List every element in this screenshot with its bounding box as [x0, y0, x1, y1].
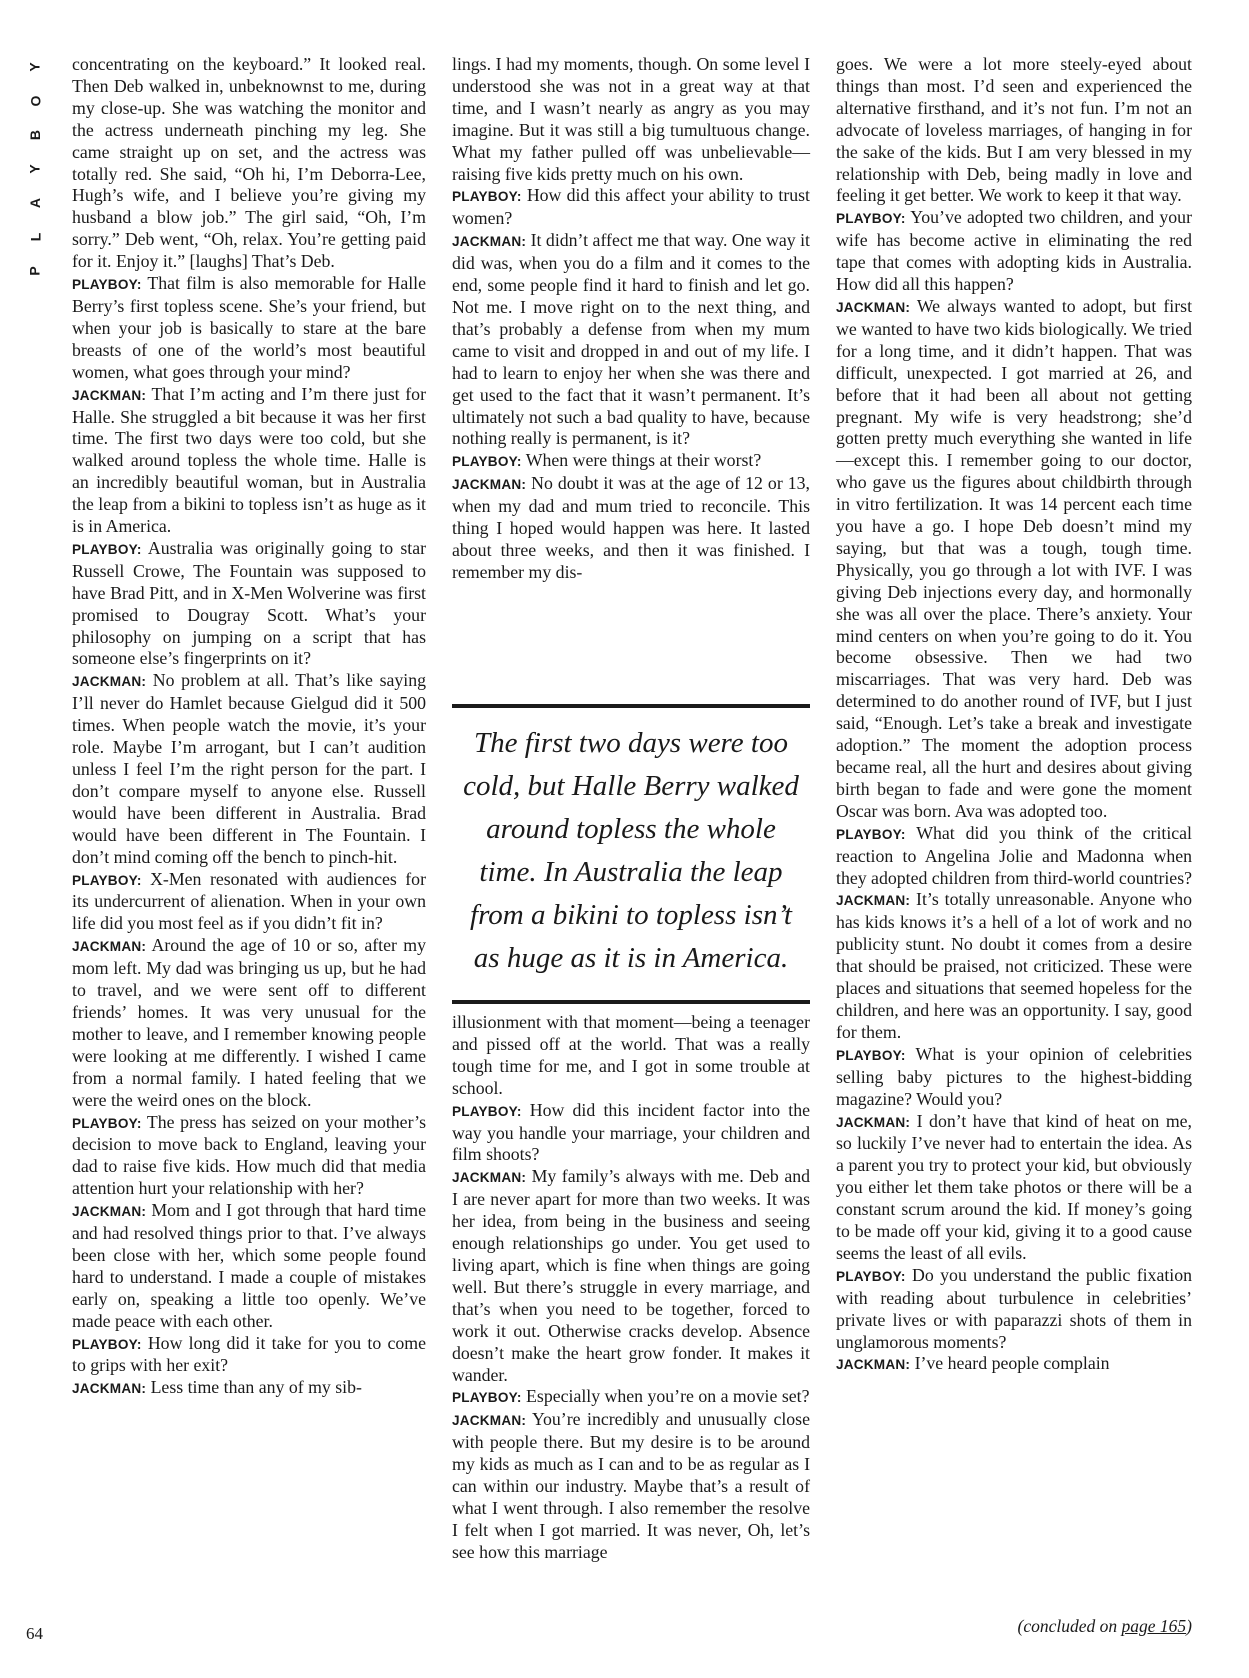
paragraph-text: X-Men resonated with audiences for its undercurrent of alienation. When in your own life did you most feel as if you didn’t fit in? [72, 868, 426, 934]
interview-paragraph [452, 230, 810, 450]
interview-paragraph [72, 670, 426, 868]
paragraph-text: What did you think of the critical reaction to Angelina Jolie and Madonna when they adopted children from third-world countries? [836, 822, 1193, 888]
pull-quote-text: The first two days were too cold, but Halle Berry walked around topless the whole time. In Australia the leap from a bikini to topless isn’t as huge as it is in America. [463, 727, 799, 974]
speaker-label-interviewer: PLAYBOY: [836, 1047, 906, 1063]
article-column-3 [836, 54, 1192, 1376]
interview-paragraph [836, 823, 1192, 890]
page-number: 64 [26, 1624, 43, 1643]
paragraph-text: What is your opinion of celebrities selling baby pictures to the highest-bidding magazine? Would you? [836, 1043, 1192, 1109]
paragraph-text: lings. I had my moments, though. On some level I understood she was not in a great way at that time, and I wasn’t nearly as angry as you may imagine. But it was still a big tumultuous change. What my father pulled off was unbelievable—raising five kids pretty much on his own. [452, 54, 810, 184]
interview-paragraph [836, 1111, 1192, 1265]
speaker-label-interviewer: PLAYBOY: [452, 454, 522, 470]
paragraph-text: Mom and I got through that hard time and had resolved things prior to that. I’ve always been close with her, which some people found hard to understand. I made a couple of mistakes early on, speaking a little too openly. We’ve made peace with each other. [72, 1200, 426, 1331]
sidebar-letter: P [27, 266, 43, 276]
speaker-label-subject: JACKMAN: [72, 1381, 147, 1397]
interview-paragraph [72, 1112, 426, 1201]
interview-paragraph [72, 1200, 426, 1332]
speaker-label-subject: JACKMAN: [836, 893, 911, 909]
paragraph-text: We always wanted to adopt, but first we wanted to have two kids biologically. We tried for a long time, and it didn’t happen. That was difficult, unexpected. I got married at 26, and before that it had been all about not getting pregnant. My wife is very headstrong; she’d gotten pretty much everything she wanted in life—except this. I remember going to our doctor, who gave us the figures about childbirth through in vitro fertilization. It was 14 percent each time you have a go. I hope Deb doesn’t mind my saying, but that was a tough, tough time. Physically, you go through a lot with IVF. I was giving Deb injections every day, and hormonally she was all over the place. There’s anxiety. Your mind centers on when you’re going to do it. You become obsessive. Then we had two miscarriages. That was very hard. Deb was determined to do another round of IVF, but I just said, “Enough. Let’s take a break and investigate adoption.” The moment the adoption process became real, all the hurt and desires about giving birth began to fade and were gone the moment Oscar was born. Ava was adopted too. [836, 295, 1193, 821]
magazine-sidebar-label [26, 50, 44, 288]
article-column-2-top [452, 54, 810, 584]
paragraph-text: goes. We were a lot more steely-eyed about things than most. I’d seen and experienced the alternative firsthand, and it’s not fun. I’m not an advocate of loveless marriages, of hanging in for the sake of the kids. But I am very blessed in my relationship with Deb, being madly in love and feeling it get better. We work to keep it that way. [836, 54, 1192, 206]
paragraph-text: concentrating on the keyboard.” It looked real. Then Deb walked in, unbeknownst to me, during my close-up. She was watching the monitor and the actress underneath pinching my leg. She came straight up on set, and the actress was totally red. She said, “Oh hi, I’m Deborra-Lee, Hugh’s wife, and I believe you’re giving my husband a blow job.” The girl said, “Oh, I’m sorry.” Deb went, “Oh, relax. You’re getting paid for it. Enjoy it.” [laughs] That’s Deb. [72, 54, 426, 272]
interview-paragraph [836, 54, 1192, 207]
sidebar-letter: O [26, 95, 43, 107]
continued-suffix: ) [1186, 1616, 1192, 1636]
interview-paragraph [452, 450, 810, 473]
interview-paragraph [72, 935, 426, 1111]
speaker-label-interviewer: PLAYBOY: [836, 826, 906, 842]
paragraph-text: I don’t have that kind of heat on me, so luckily I’ve never had to entertain the idea. As a parent you try to protect your kid, but obviously you either let them take photos or there will be a constant scrum around the kid. If money’s going to be made off your kid, giving it to a good cause seems the least of all evils. [836, 1110, 1192, 1263]
speaker-label-subject: JACKMAN: [72, 939, 147, 955]
paragraph-text: I’ve heard people complain [914, 1353, 1110, 1374]
interview-paragraph [452, 473, 810, 584]
interview-paragraph [836, 889, 1192, 1043]
speaker-label-interviewer: PLAYBOY: [72, 1336, 142, 1352]
paragraph-text: Australia was originally going to star Russell Crowe, The Fountain was supposed to have Brad Pitt, and in X-Men Wolverine was first promised to Dougray Scott. What’s your philosophy on jumping on a script that has someone else’s fingerprints on it? [72, 537, 427, 669]
speaker-label-subject: JACKMAN: [452, 1413, 527, 1429]
interview-paragraph [452, 1100, 810, 1167]
paragraph-text: The press has seized on your mother’s decision to move back to England, leaving your dad to raise five kids. How much did that media attention hurt your relationship with her? [72, 1111, 427, 1199]
speaker-label-subject: JACKMAN: [452, 1170, 527, 1186]
continued-page-link[interactable]: page 165 [1121, 1616, 1187, 1636]
speaker-label-subject: JACKMAN: [836, 1357, 911, 1373]
sidebar-letter: Y [27, 62, 43, 72]
interview-paragraph [836, 1044, 1192, 1111]
paragraph-text: You’ve adopted two children, and your wife has become active in eliminating the red tape that comes with adopting kids in Australia. How did all this happen? [836, 207, 1192, 295]
paragraph-text: No problem at all. That’s like saying I’ll never do Hamlet because Gielgud did it 500 times. When people watch the movie, it’s your role. Maybe I’m arrogant, but I can’t audition unless I feel I’m the right person for the part. I don’t compare myself to anyone else. Russell would have been different in Australia. Brad would have been different in The Fountain. I don’t mind coming off the bench to pinch-hit. [72, 670, 427, 867]
article-column-2-bottom [452, 1012, 810, 1564]
paragraph-text: How did this affect your ability to trust women? [452, 185, 810, 229]
paragraph-text: It’s totally unreasonable. Anyone who has kids knows it’s a hell of a lot of work and no publicity stunt. No doubt it comes from a desire that should be praised, not criticized. These were places and situations that seemed hopeless for the children, and here was an opportunity. I say, good for them. [836, 889, 1193, 1042]
speaker-label-subject: JACKMAN: [72, 674, 147, 690]
paragraph-text: Do you understand the public fixation with reading about turbulence in celebrities’ private lives or with paparazzi shots of them in unglamorous moments? [836, 1264, 1192, 1352]
interview-paragraph [836, 1353, 1192, 1376]
paragraph-text: Especially when you’re on a movie set? [526, 1386, 810, 1407]
speaker-label-subject: JACKMAN: [72, 1204, 147, 1220]
continued-prefix: (concluded on [1017, 1616, 1122, 1636]
interview-paragraph [72, 538, 426, 670]
paragraph-text: illusionment with that moment—being a teenager and pissed off at the world. That was a really tough time for me, and I got in some trouble at school. [452, 1012, 810, 1098]
speaker-label-subject: JACKMAN: [72, 387, 147, 403]
paragraph-text: When were things at their worst? [525, 450, 762, 471]
paragraph-text: No doubt it was at the age of 12 or 13, when my dad and mum tried to reconcile. This thing I hoped would happen was here. It lasted about three weeks, and then it was finished. I remember my dis- [452, 473, 810, 582]
sidebar-letter: Y [27, 164, 43, 174]
paragraph-text: You’re incredibly and unusually close with people there. But my desire is to be around my kids as much as I can and to be as regular as I can within our industry. Maybe that’s a result of what I went through. I also remember the resolve I felt when I got married. It was never, Oh, let’s see how this marriage [452, 1409, 810, 1562]
interview-paragraph [836, 207, 1192, 296]
paragraph-text: Less time than any of my sib- [150, 1377, 362, 1398]
paragraph-text: Around the age of 10 or so, after my mom left. My dad was bringing us up, but he had to travel, and we were sent off to different friends’ homes. It was very unusual for the mother to leave, and I remember knowing people were looking at me differently. I wished I came from a normal family. I hated feeling that we were the weird ones on the block. [72, 935, 426, 1110]
speaker-label-subject: JACKMAN: [452, 477, 527, 493]
paragraph-text: That I’m acting and I’m there just for Halle. She struggled a bit because it was her first time. The first two days were too cold, but she walked around topless the whole time. Halle is an incredibly beautiful woman, but in Australia the leap from a bikini to topless isn’t as huge as it is in America. [72, 383, 426, 537]
speaker-label-interviewer: PLAYBOY: [452, 189, 522, 205]
interview-paragraph [452, 1012, 810, 1100]
speaker-label-interviewer: PLAYBOY: [72, 1115, 142, 1131]
speaker-label-interviewer: PLAYBOY: [452, 1390, 522, 1406]
interview-paragraph [836, 1265, 1192, 1354]
interview-paragraph [72, 54, 426, 273]
speaker-label-interviewer: PLAYBOY: [452, 1103, 522, 1119]
interview-paragraph [72, 869, 426, 936]
interview-paragraph [836, 296, 1192, 823]
speaker-label-subject: JACKMAN: [452, 234, 527, 250]
interview-paragraph [72, 273, 426, 384]
article-column-1 [72, 54, 426, 1400]
interview-paragraph [452, 185, 810, 230]
paragraph-text: That film is also memorable for Halle Berry’s first topless scene. She’s your friend, but when your job is basically to stare at the bare breasts of one of the world’s most beautiful women, what goes through your mind? [72, 273, 426, 382]
speaker-label-interviewer: PLAYBOY: [836, 211, 906, 227]
interview-paragraph [452, 1409, 810, 1563]
interview-paragraph [452, 1386, 810, 1409]
interview-paragraph [452, 54, 810, 185]
pull-quote [452, 704, 810, 1004]
paragraph-text: How long did it take for you to come to grips with her exit? [72, 1332, 426, 1376]
paragraph-text: It didn’t affect me that way. One way it did was, when you do a film and it comes to the end, some people find it hard to finish and let go. Not me. I move right on to the next thing, and that’s probably a defense from when my mum came to visit and dropped in and out of my life. I had to learn to enjoy her when she was there and get used to the fact that it wasn’t permanent. It’s ultimately not such a bad quality to have, because nothing really is permanent, is it? [452, 230, 810, 449]
interview-paragraph [452, 1166, 810, 1386]
speaker-label-interviewer: PLAYBOY: [72, 277, 142, 293]
paragraph-text: How did this incident factor into the way you handle your marriage, your children and film shoots? [452, 1099, 810, 1165]
continued-note [1018, 1616, 1192, 1637]
interview-paragraph [72, 1377, 426, 1400]
interview-paragraph [72, 1333, 426, 1378]
speaker-label-subject: JACKMAN: [836, 299, 911, 315]
sidebar-letter: B [27, 129, 43, 141]
sidebar-letter: L [27, 232, 43, 242]
speaker-label-interviewer: PLAYBOY: [836, 1268, 906, 1284]
speaker-label-subject: JACKMAN: [836, 1114, 911, 1130]
speaker-label-interviewer: PLAYBOY: [72, 872, 142, 888]
paragraph-text: My family’s always with me. Deb and I are never apart for more than two weeks. It was her idea, from being in the business and seeing enough relationships go under. You get used to living apart, which is fine when things are going well. But there’s struggle in every marriage, and that’s when you need to be together, forced to work it out. Otherwise cracks develop. Absence doesn’t make the heart grow fonder. It makes it wander. [452, 1166, 810, 1385]
sidebar-letter: A [27, 197, 43, 209]
speaker-label-interviewer: PLAYBOY: [72, 541, 142, 557]
interview-paragraph [72, 384, 426, 538]
